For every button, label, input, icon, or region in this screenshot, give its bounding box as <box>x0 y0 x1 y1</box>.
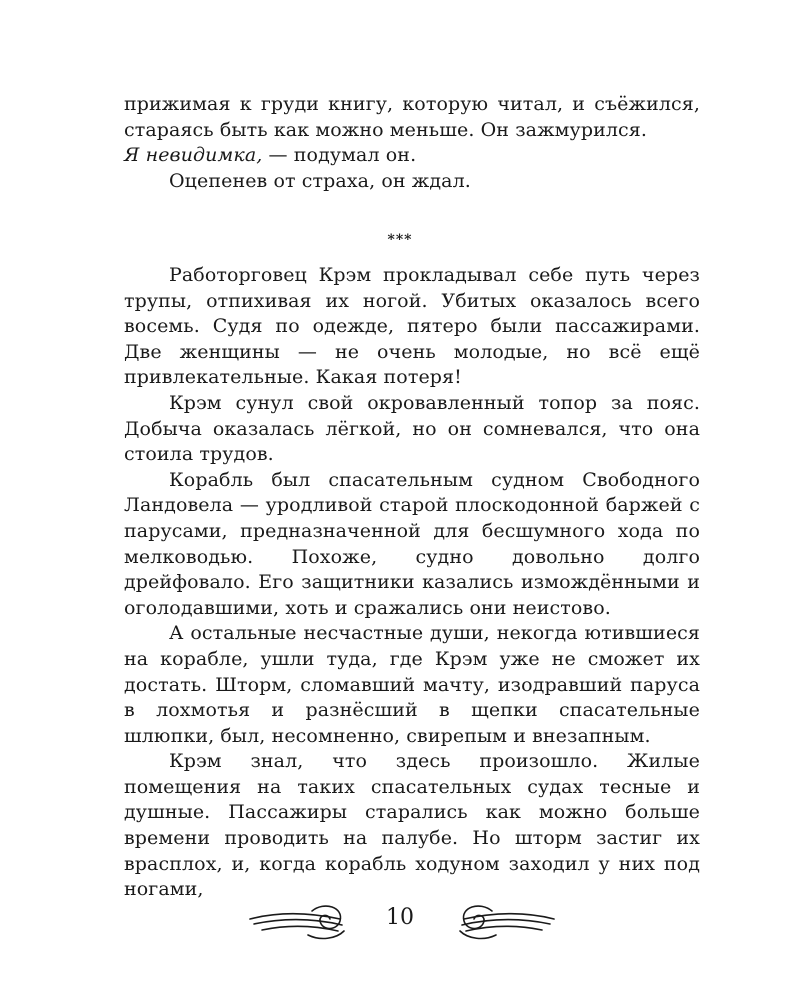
paragraph: Крэм сунул свой окровавленный топор за пояс. Добыча оказалась лёгкой, но он сомневался, что она стоила трудов. <box>124 391 700 466</box>
main-text-block <box>124 263 700 903</box>
wave-ornament-right-icon <box>456 899 556 943</box>
text-line: — подумал он. <box>262 144 417 167</box>
top-text-block <box>124 92 700 194</box>
wave-ornament-left-icon <box>248 899 348 943</box>
text-line: прижимая к груди книгу, которую читал, и съёжился, <box>124 93 700 115</box>
paragraph-continued <box>124 92 700 169</box>
text-line: стараясь быть как можно меньше. Он зажмурился. <box>124 118 647 141</box>
paragraph: Корабль был спасательным судном Свободного Ландовела — уродливой старой плоскодонной баржей с парусами, предназначенной для бесшумного хода по мелководью. Похоже, судно довольно долго дрейфовало. Его защитники казались измождёнными и оголодавшими, хоть и сражались они неистово. <box>124 468 700 619</box>
page-number: 10 <box>386 905 414 930</box>
paragraph: Оцепенев от страха, он ждал. <box>169 169 471 192</box>
section-separator: *** <box>387 232 413 248</box>
paragraph: Работорговец Крэм прокладывал себе путь через трупы, отпихивая их ногой. Убитых оказалось всего восемь. Судя по одежде, пятеро были пассажирами. Две женщины — не очень молодые, но всё ещё привлекательные. Какая потеря! <box>124 264 700 389</box>
italic-thought: Я невидимка, <box>124 144 263 167</box>
paragraph: А остальные несчастные души, некогда ютившиеся на корабле, ушли туда, где Крэм уже не сможет их достать. Шторм, сломавший мачту, изодравший паруса в лохмотья и разнёсший в щепки спасательные шлюпки, был, несомненно, свирепым и внезапным. <box>124 622 700 747</box>
page-footer <box>0 895 800 955</box>
paragraph: Крэм знал, что здесь произошло. Жилые помещения на таких спасательных судах тесные и душные. Пассажиры старались как можно больше времени проводить на палубе. Но шторм застиг их врасплох, и, когда корабль ходуном заходил у них под ногами, <box>124 750 700 901</box>
